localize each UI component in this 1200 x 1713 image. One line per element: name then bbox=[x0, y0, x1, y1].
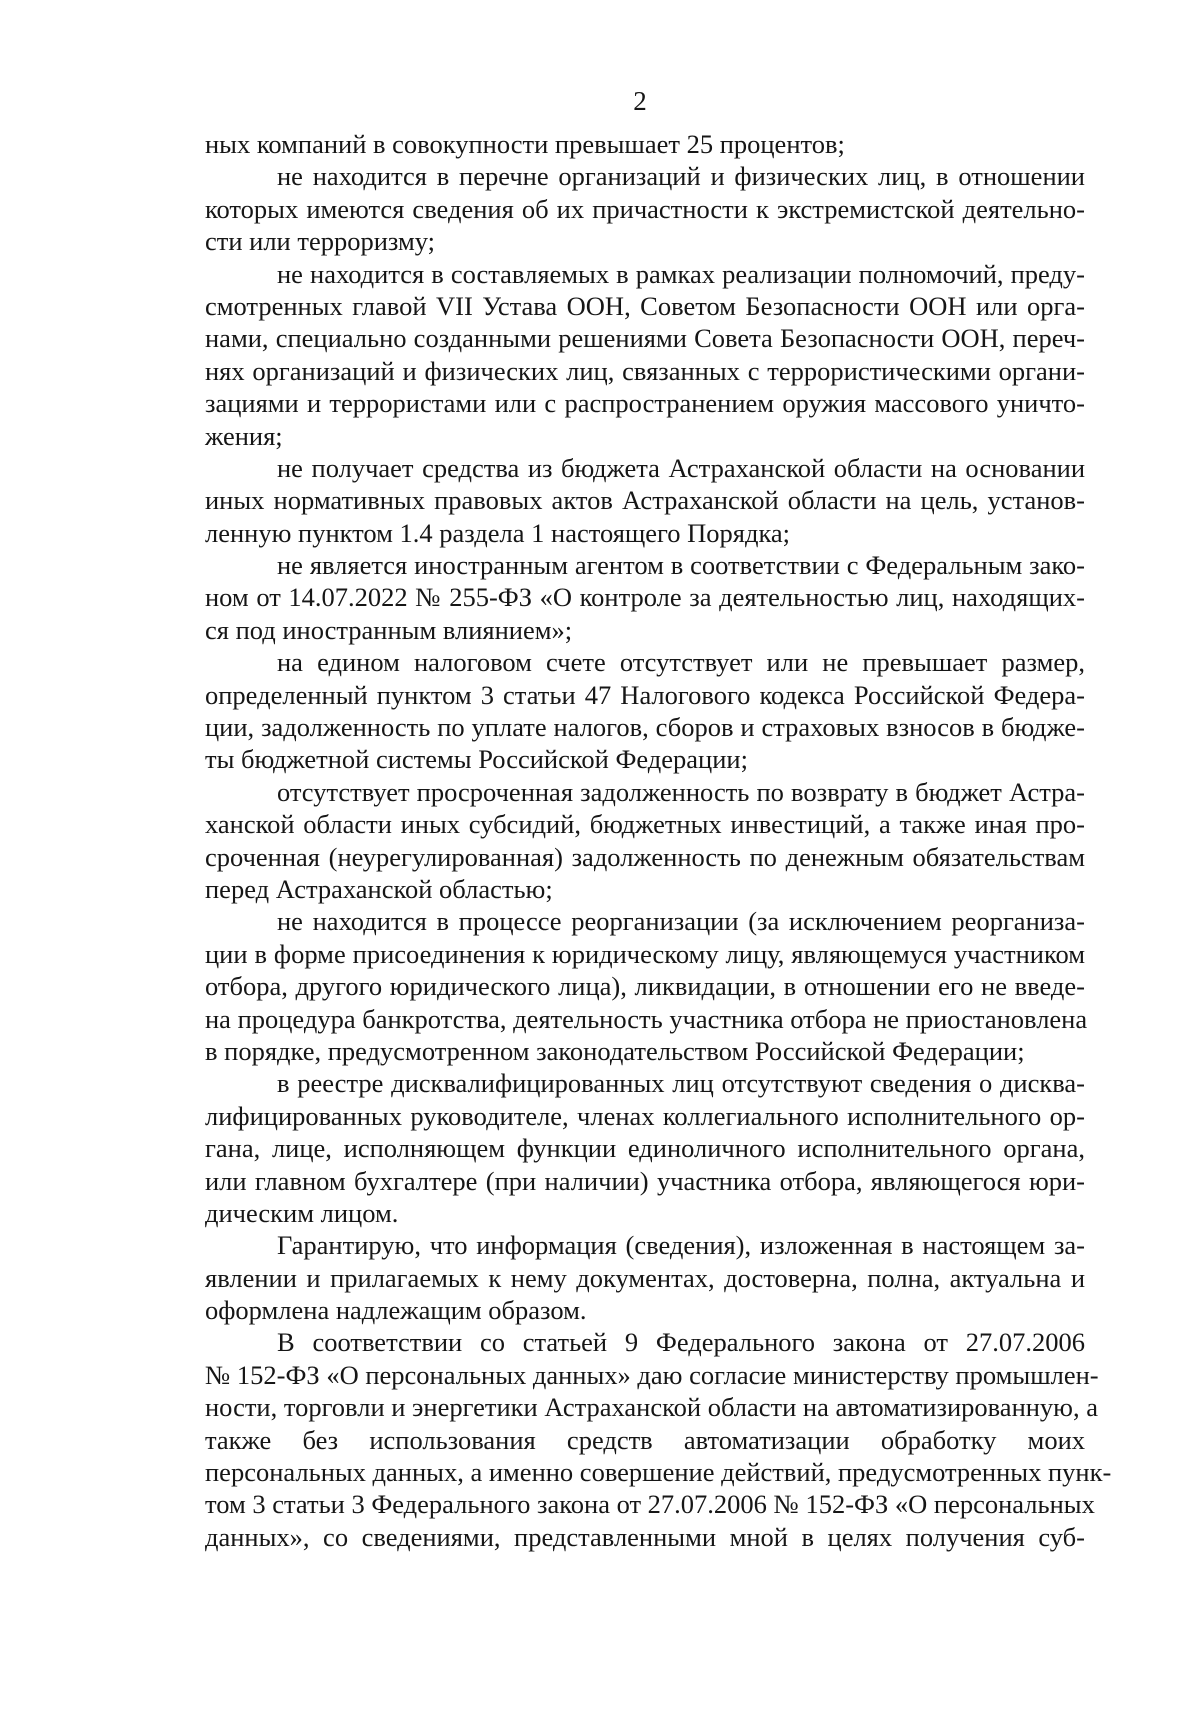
text-line: не находится в составляемых в рамках реализации полномочий, преду- bbox=[277, 258, 1085, 289]
text-line: № 152-ФЗ «О персональных данных» даю согласие министерству промышлен- bbox=[205, 1359, 1099, 1390]
text-line: не получает средства из бюджета Астраханской области на основании bbox=[277, 452, 1085, 483]
text-line: в реестре дисквалифицированных лиц отсутствуют сведения о дисква- bbox=[277, 1068, 1085, 1099]
text-line: иных нормативных правовых актов Астраханской области на цель, установ- bbox=[205, 485, 1085, 516]
text-line: в порядке, предусмотренном законодательством Российской Федерации; bbox=[205, 1035, 1025, 1066]
text-line: ханской области иных субсидий, бюджетных инвестиций, а также иная про- bbox=[205, 809, 1085, 840]
text-line: Гарантирую, что информация (сведения), изложенная в настоящем за- bbox=[277, 1230, 1085, 1261]
text-line: которых имеются сведения об их причастности к экстремистской деятельно- bbox=[205, 193, 1085, 224]
text-line: гана, лице, исполняющем функции единоличного исполнительного органа, bbox=[205, 1133, 1085, 1164]
text-line: ных компаний в совокупности превышает 25 процентов; bbox=[205, 129, 845, 159]
text-line: или главном бухгалтере (при наличии) участника отбора, являющегося юри- bbox=[205, 1165, 1085, 1196]
text-line: оформлена надлежащим образом. bbox=[205, 1295, 587, 1326]
text-line: ции, задолженность по уплате налогов, сборов и страховых взносов в бюдже- bbox=[205, 712, 1085, 743]
page-number: 2 bbox=[633, 86, 647, 116]
text-line: на едином налоговом счете отсутствует или не превышает размер, bbox=[277, 647, 1085, 678]
text-line: не находится в перечне организаций и физических лиц, в отношении bbox=[277, 161, 1085, 192]
text-line: отбора, другого юридического лица), ликвидации, в отношении его не введе- bbox=[205, 971, 1085, 1002]
text-line: определенный пунктом 3 статьи 47 Налогового кодекса Российской Федера- bbox=[205, 679, 1085, 710]
text-line: персональных данных, а именно совершение действий, предусмотренных пунк- bbox=[205, 1457, 1112, 1488]
text-line: ты бюджетной системы Российской Федерации; bbox=[205, 744, 748, 775]
text-line: ции в форме присоединения к юридическому лицу, являющемуся участником bbox=[205, 938, 1085, 969]
text-line: нами, специально созданными решениями Совета Безопасности ООН, переч- bbox=[205, 323, 1085, 354]
text-line: сти или терроризму; bbox=[205, 226, 436, 257]
text-line: ся под иностранным влиянием»; bbox=[205, 614, 573, 645]
document-body bbox=[205, 128, 1112, 1553]
text-line: отсутствует просроченная задолженность по возврату в бюджет Астра- bbox=[277, 776, 1085, 807]
text-line: перед Астраханской областью; bbox=[205, 873, 553, 904]
text-line: не находится в процессе реорганизации (за исключением реорганиза- bbox=[277, 906, 1085, 937]
text-line: том 3 статьи 3 Федерального закона от 27.07.2006 № 152-ФЗ «О персональных bbox=[205, 1489, 1095, 1520]
text-line: явлении и прилагаемых к нему документах, достоверна, полна, актуальна и bbox=[205, 1262, 1085, 1293]
text-line: нях организаций и физических лиц, связанных с террористическими органи- bbox=[205, 355, 1085, 386]
text-line: ном от 14.07.2022 № 255-ФЗ «О контроле за деятельностью лиц, находящих- bbox=[205, 582, 1085, 613]
text-line: ленную пунктом 1.4 раздела 1 настоящего Порядка; bbox=[205, 517, 791, 548]
text-line: ности, торговли и энергетики Астраханской области на автоматизированную, а bbox=[205, 1392, 1098, 1423]
text-line: В соответствии со статьей 9 Федерального закона от 27.07.2006 bbox=[277, 1327, 1085, 1358]
text-line: данных», со сведениями, представленными мной в целях получения суб- bbox=[205, 1521, 1085, 1552]
text-line: жения; bbox=[205, 420, 283, 451]
text-line: сроченная (неурегулированная) задолженность по денежным обязательствам bbox=[205, 841, 1085, 872]
text-line: смотренных главой VII Устава ООН, Советом Безопасности ООН или орга- bbox=[205, 290, 1085, 321]
text-line: на процедура банкротства, деятельность участника отбора не приостановлена bbox=[205, 1003, 1088, 1034]
text-line: дическим лицом. bbox=[205, 1197, 399, 1228]
text-line: также без использования средств автоматизации обработку моих bbox=[205, 1424, 1085, 1455]
text-line: зациями и террористами или с распространением оружия массового уничто- bbox=[205, 388, 1085, 419]
text-line: лифицированных руководителе, членах коллегиального исполнительного ор- bbox=[205, 1100, 1085, 1131]
text-line: не является иностранным агентом в соответствии с Федеральным зако- bbox=[277, 550, 1085, 581]
